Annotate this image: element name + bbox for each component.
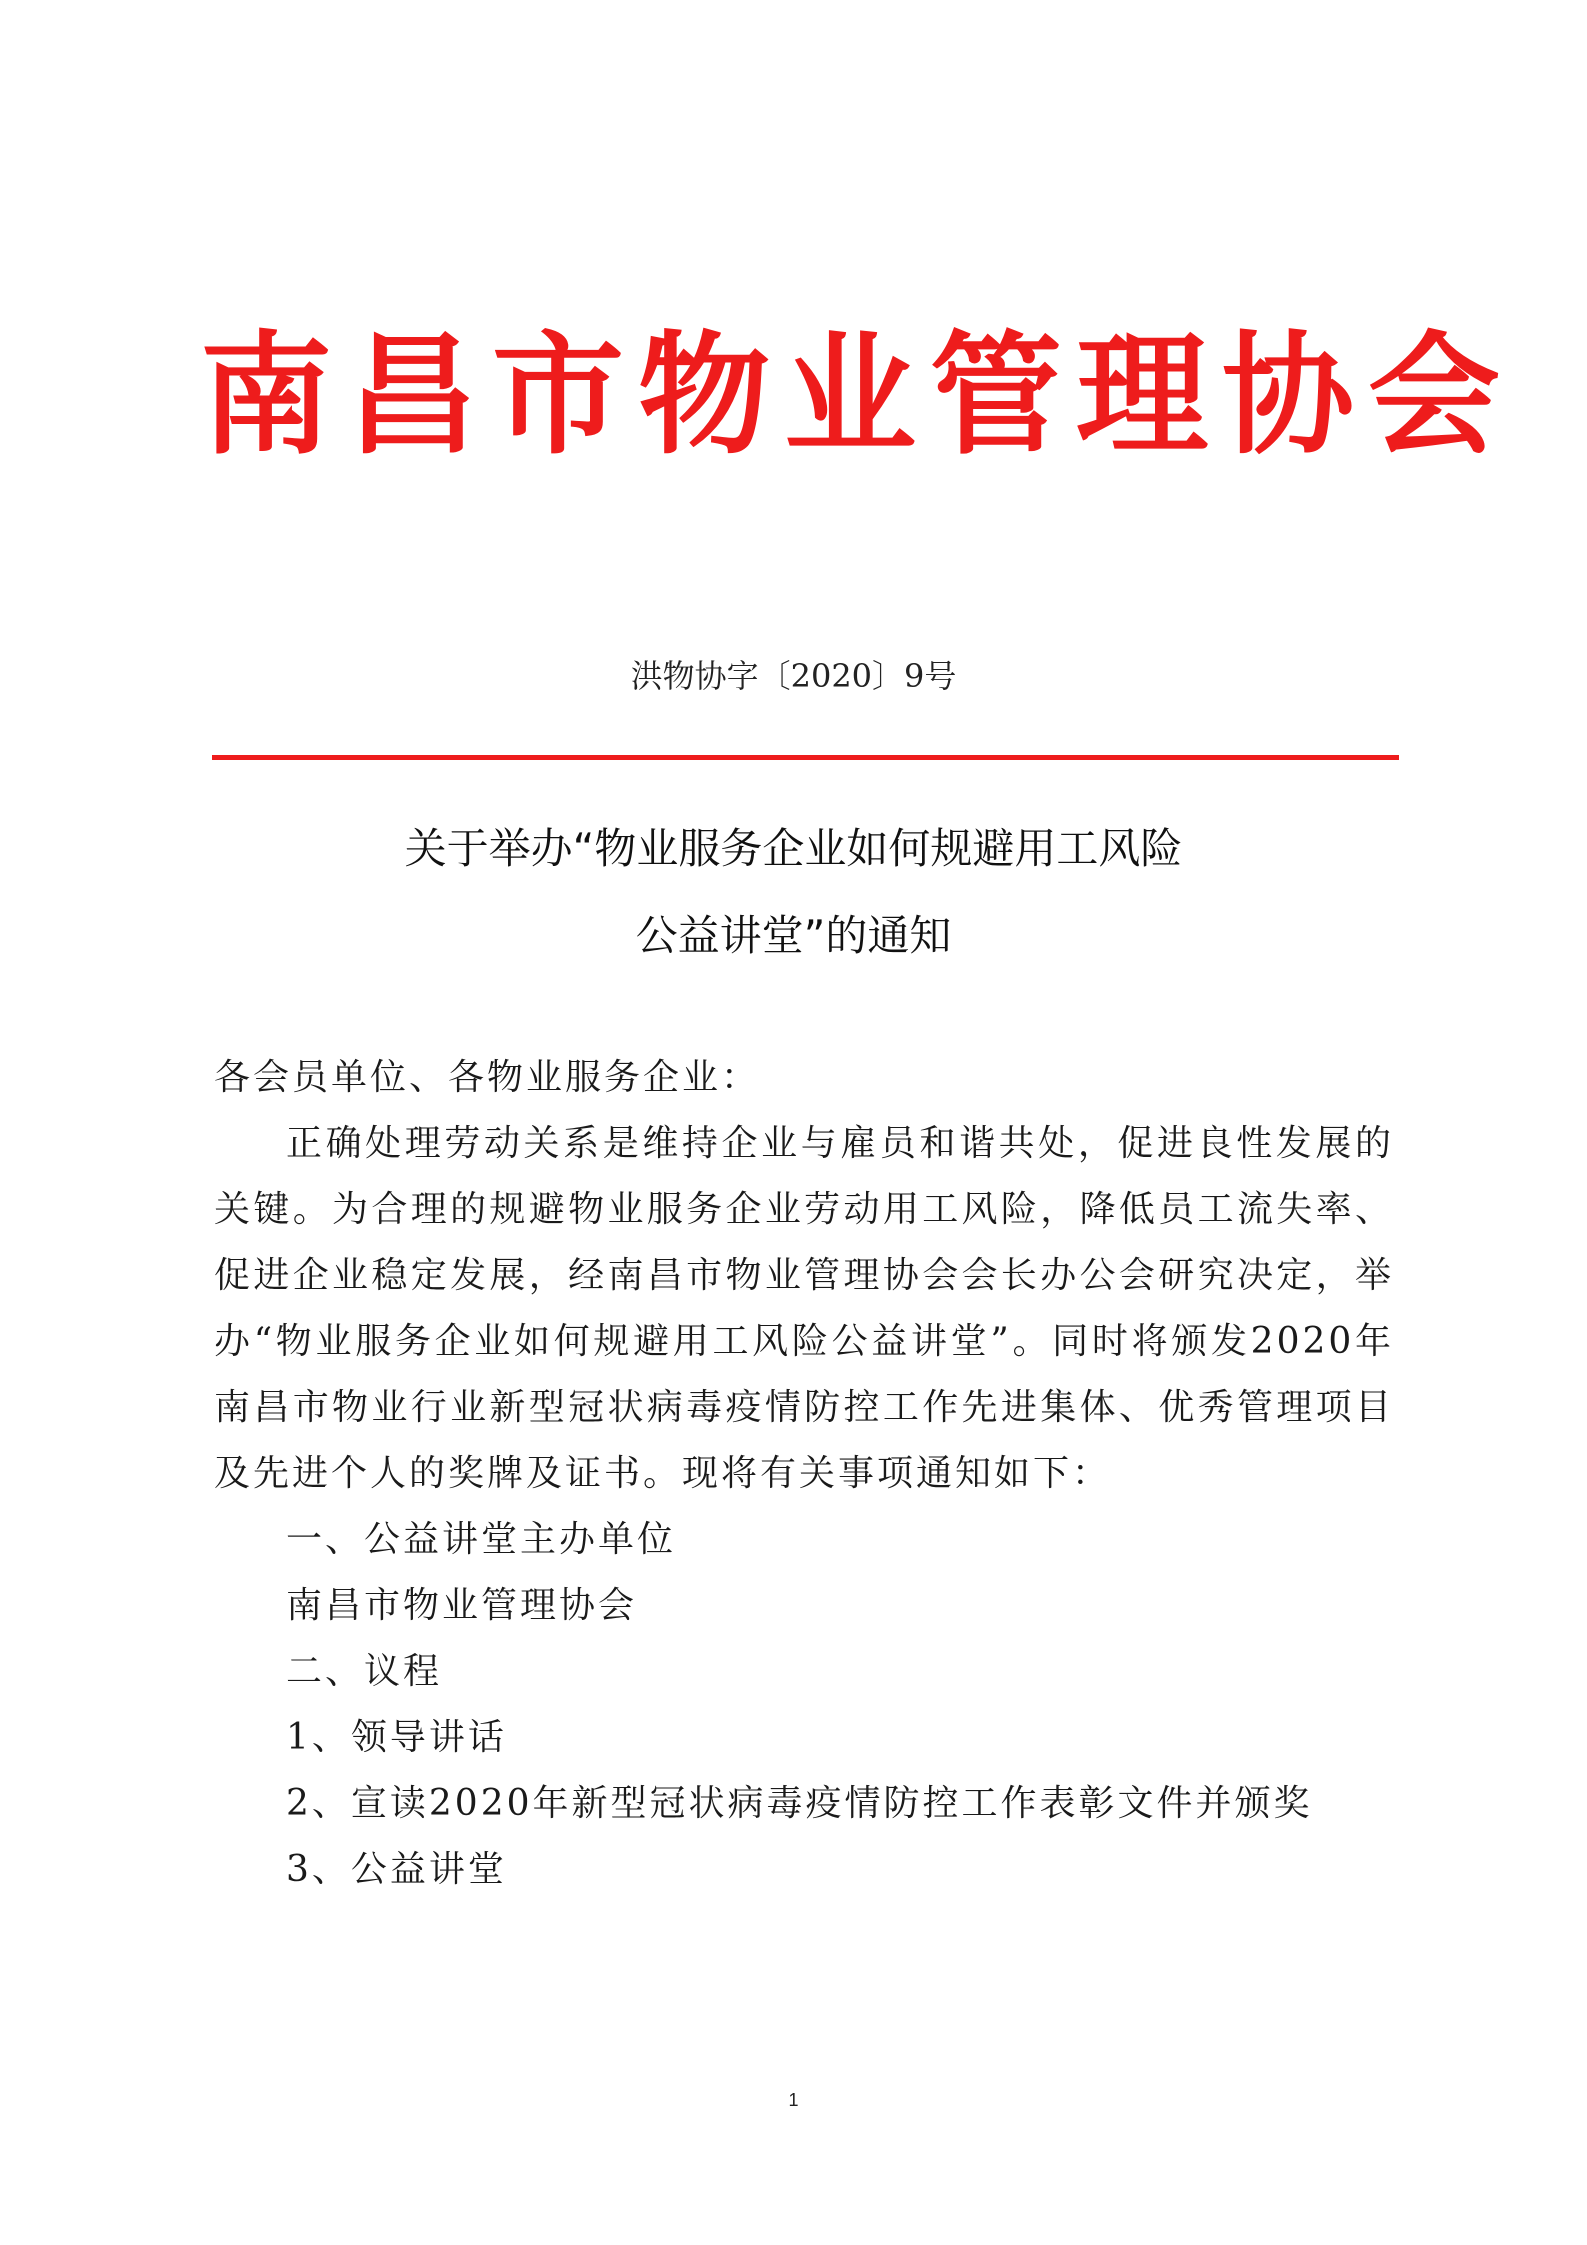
agenda-item-2: 2、宣读2020年新型冠状病毒疫情防控工作表彰文件并颁奖 (286, 1783, 1313, 1824)
notice-title-line-1: 关于举办“物业服务企业如何规避用工风险 (404, 824, 1183, 873)
document-body (214, 1045, 1394, 1903)
organization-header: 南昌市物业管理协会 (200, 319, 1514, 473)
section-2-heading: 二、议程 (286, 1651, 443, 1692)
page-number: 1 (788, 2090, 799, 2110)
section-1-heading: 一、公益讲堂主办单位 (286, 1519, 677, 1560)
intro-paragraph: 正确处理劳动关系是维持企业与雇员和谐共处，促进良性发展的关键。为合理的规避物业服务企业劳动用工风险，降低员工流失率、促进企业稳定发展，经南昌市物业管理协会会长办公会研究决定，举办“物业服务企业如何规避用工风险公益讲堂”。同时将颁发2020年南昌市物业行业新型冠状病毒疫情防控工作先进集体、优秀管理项目及先进个人的奖牌及证书。现将有关事项通知如下： (214, 1123, 1394, 1494)
notice-title-line-2: 公益讲堂”的通知 (635, 911, 952, 960)
salutation: 各会员单位、各物业服务企业： (214, 1057, 761, 1098)
agenda-item-3: 3、公益讲堂 (286, 1849, 507, 1890)
document-number: 洪物协字〔2020〕9号 (630, 657, 957, 695)
red-divider (212, 755, 1399, 760)
section-1-content: 南昌市物业管理协会 (286, 1585, 638, 1626)
agenda-item-1: 1、领导讲话 (286, 1717, 507, 1758)
